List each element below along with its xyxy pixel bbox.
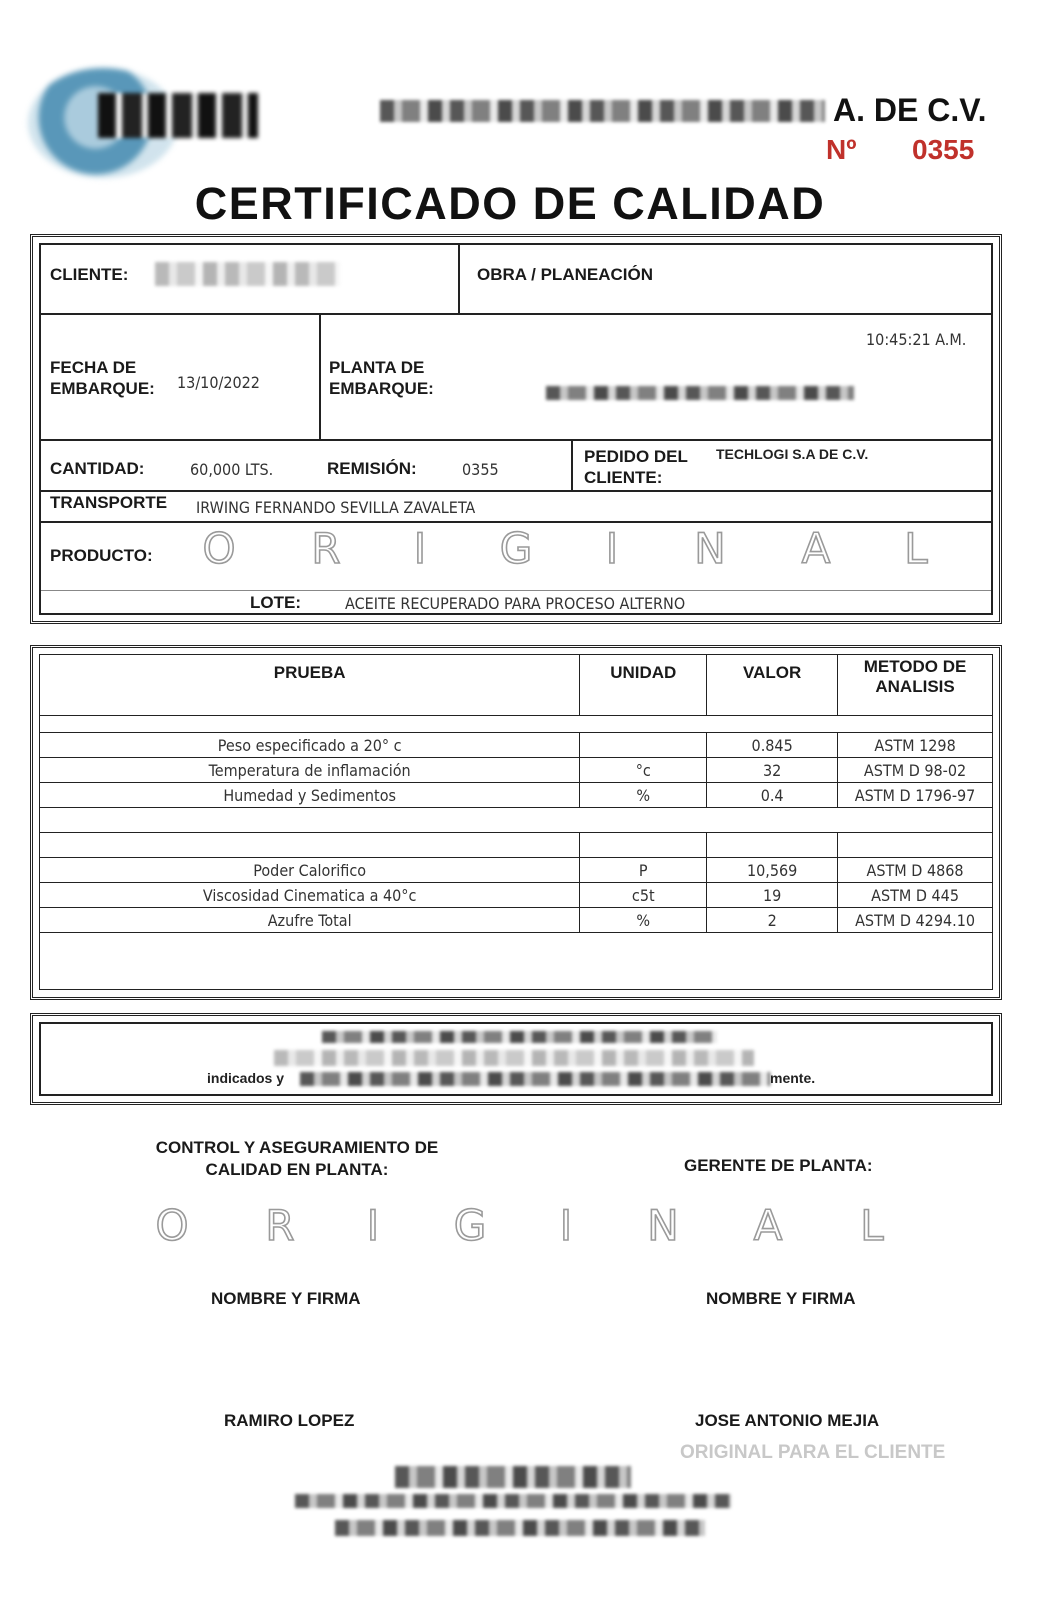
quality-control-title-line1: CONTROL Y ASEGURAMIENTO DE bbox=[155, 1138, 439, 1157]
cantidad-label: CANTIDAD: bbox=[50, 459, 145, 478]
right-signature-caption: NOMBRE Y FIRMA bbox=[706, 1289, 856, 1308]
watermark-letter: A bbox=[753, 1201, 783, 1250]
company-name-redacted bbox=[380, 100, 825, 122]
valor-cell: 0.845 bbox=[707, 733, 838, 758]
pedido-label-line2: CLIENTE: bbox=[584, 468, 663, 487]
prueba-cell: Peso especificado a 20° c bbox=[40, 733, 580, 758]
table-row bbox=[40, 716, 993, 733]
quality-control-title-line2: CALIDAD EN PLANTA: bbox=[205, 1160, 389, 1179]
watermark-letter: N bbox=[647, 1201, 679, 1250]
metodo-cell: ASTM 1298 bbox=[838, 733, 993, 758]
cantidad-value: 60,000 LTS. bbox=[190, 460, 274, 479]
prueba-cell: Temperatura de inflamación bbox=[40, 758, 580, 783]
cliente-value-redacted bbox=[155, 262, 340, 286]
table-row bbox=[40, 758, 993, 783]
remision-label: REMISIÓN: bbox=[327, 459, 417, 478]
prueba-cell: Viscosidad Cinematica a 40°c bbox=[40, 883, 580, 908]
metodo-cell: ASTM D 4868 bbox=[838, 858, 993, 883]
certificate-number: 0355 bbox=[912, 134, 975, 165]
unidad-cell: c5t bbox=[580, 883, 707, 908]
footer-line3-redacted bbox=[335, 1520, 705, 1536]
prueba-cell: Azufre Total bbox=[40, 908, 580, 933]
footer-line1-redacted bbox=[395, 1466, 631, 1488]
metodo-cell: ASTM D 98-02 bbox=[838, 758, 993, 783]
remision-value: 0355 bbox=[462, 460, 499, 479]
valor-cell: 2 bbox=[707, 908, 838, 933]
watermark-letter: I bbox=[605, 524, 619, 573]
pedido-value: TECHLOGI S.A DE C.V. bbox=[716, 446, 869, 462]
table-row bbox=[40, 733, 993, 758]
valor-cell: 32 bbox=[707, 758, 838, 783]
metodo-cell: ASTM D 1796-97 bbox=[838, 783, 993, 808]
transporte-label: TRANSPORTE bbox=[50, 493, 168, 512]
company-name-suffix: A. DE C.V. bbox=[833, 92, 987, 128]
obra-label: OBRA / PLANEACIÓN bbox=[477, 265, 653, 284]
watermark-letter: G bbox=[453, 1201, 487, 1250]
valor-cell: 10,569 bbox=[707, 858, 838, 883]
document-title: CERTIFICADO DE CALIDAD bbox=[194, 178, 826, 229]
prueba-cell: Humedad y Sedimentos bbox=[40, 783, 580, 808]
lote-value: ACEITE RECUPERADO PARA PROCESO ALTERNO bbox=[345, 594, 686, 613]
cliente-label: CLIENTE: bbox=[50, 265, 129, 284]
watermark-letter: I bbox=[413, 524, 427, 573]
watermark-letter: L bbox=[904, 524, 928, 573]
unidad-cell: °c bbox=[580, 758, 707, 783]
copy-note: ORIGINAL PARA EL CLIENTE bbox=[680, 1442, 946, 1463]
table-row bbox=[40, 808, 993, 833]
shipment-time: 10:45:21 A.M. bbox=[866, 330, 967, 349]
watermark-letter: O bbox=[155, 1201, 189, 1250]
statement-line2-redacted bbox=[274, 1050, 754, 1066]
transporte-value: IRWING FERNANDO SEVILLA ZAVALETA bbox=[196, 498, 476, 517]
statement-line3-redacted bbox=[300, 1072, 770, 1086]
metodo-cell: ASTM D 445 bbox=[838, 883, 993, 908]
valor-cell: 0.4 bbox=[707, 783, 838, 808]
table-row bbox=[40, 783, 993, 808]
header-prueba: PRUEBA bbox=[40, 655, 580, 716]
table-row bbox=[40, 833, 993, 858]
watermark-letter: R bbox=[265, 1201, 295, 1250]
fecha-label-line1: FECHA DE bbox=[50, 358, 137, 377]
planta-value-redacted bbox=[546, 386, 854, 400]
lote-label: LOTE: bbox=[250, 593, 301, 612]
planta-label-line1: PLANTA DE bbox=[329, 358, 425, 377]
certificate-number-label: Nº bbox=[826, 134, 857, 165]
table-row bbox=[40, 883, 993, 908]
valor-cell: 19 bbox=[707, 883, 838, 908]
fecha-label-line2: EMBARQUE: bbox=[50, 379, 155, 398]
watermark-letter: I bbox=[559, 1201, 573, 1250]
table-row bbox=[40, 908, 993, 933]
header-unidad: UNIDAD bbox=[580, 655, 707, 716]
left-signer-name: RAMIRO LOPEZ bbox=[224, 1411, 355, 1430]
table-row bbox=[40, 933, 993, 990]
unidad-cell: % bbox=[580, 908, 707, 933]
watermark-letter: A bbox=[801, 524, 831, 573]
watermark-letter: O bbox=[202, 524, 236, 573]
watermark-letter: L bbox=[860, 1201, 884, 1250]
right-signer-name: JOSE ANTONIO MEJIA bbox=[695, 1411, 880, 1430]
unidad-cell bbox=[580, 733, 707, 758]
watermark-letter: I bbox=[366, 1201, 380, 1250]
watermark-letter: R bbox=[311, 524, 341, 573]
company-logo bbox=[28, 48, 258, 178]
planta-label-line2: EMBARQUE: bbox=[329, 379, 434, 398]
fecha-value: 13/10/2022 bbox=[177, 373, 260, 392]
results-table bbox=[39, 654, 993, 990]
unidad-cell: % bbox=[580, 783, 707, 808]
pedido-label-line1: PEDIDO DEL bbox=[584, 447, 688, 466]
header-metodo-line1: METODO DE bbox=[863, 657, 967, 676]
header-metodo bbox=[838, 655, 993, 716]
results-header-row bbox=[40, 655, 993, 716]
statement-line1-redacted bbox=[322, 1031, 717, 1043]
left-signature-caption: NOMBRE Y FIRMA bbox=[211, 1289, 361, 1308]
watermark-letter: G bbox=[499, 524, 533, 573]
unidad-cell: P bbox=[580, 858, 707, 883]
header-valor: VALOR bbox=[707, 655, 838, 716]
statement-line3-end: mente. bbox=[770, 1070, 816, 1086]
plant-manager-title: GERENTE DE PLANTA: bbox=[684, 1156, 873, 1175]
table-row bbox=[40, 858, 993, 883]
metodo-cell: ASTM D 4294.10 bbox=[838, 908, 993, 933]
statement-line3-start: indicados y bbox=[207, 1070, 285, 1086]
footer-line2-redacted bbox=[295, 1494, 731, 1508]
header-metodo-line2: ANALISIS bbox=[875, 677, 955, 696]
watermark-letter: N bbox=[694, 524, 726, 573]
prueba-cell: Poder Calorifico bbox=[40, 858, 580, 883]
producto-label: PRODUCTO: bbox=[50, 546, 153, 565]
